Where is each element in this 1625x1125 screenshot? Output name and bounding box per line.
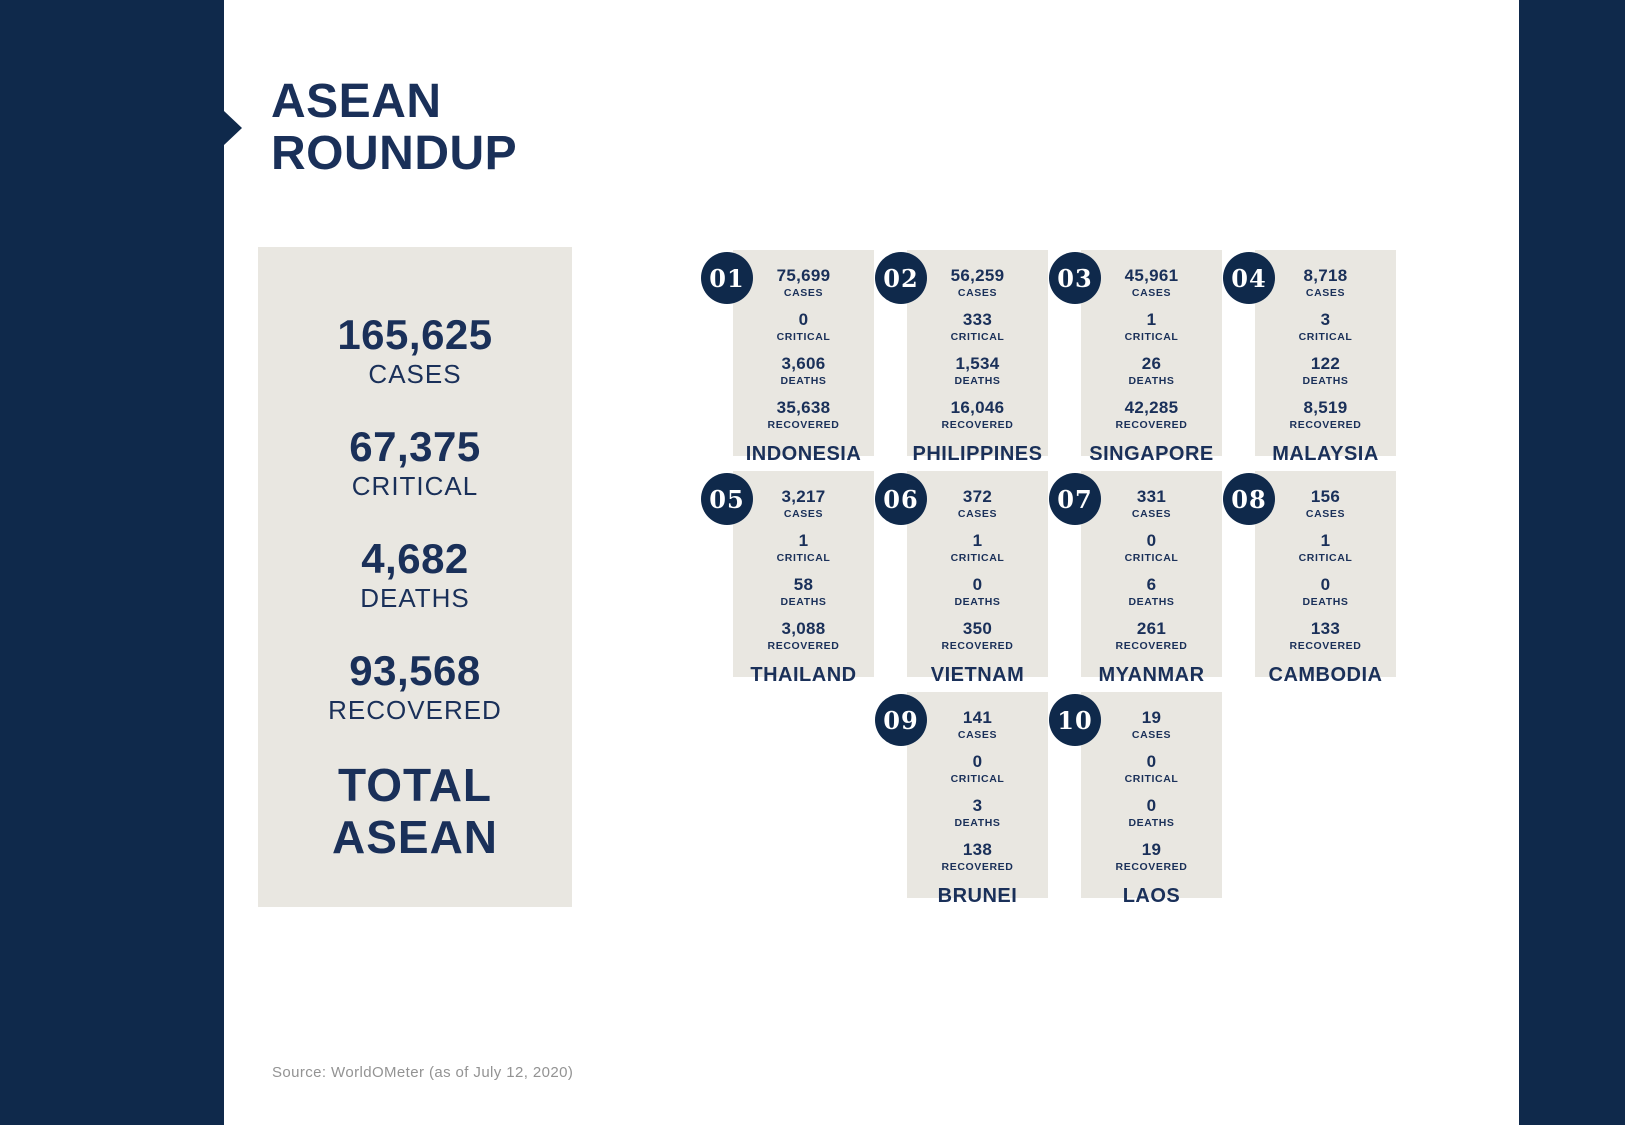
stat-deaths-label: DEATHS: [780, 375, 827, 387]
stat-cases-value: 19: [1141, 708, 1162, 727]
stat-deaths: [1303, 575, 1349, 609]
stat-deaths-value: 0: [972, 575, 983, 594]
stat-recovered-value: 133: [1310, 619, 1341, 638]
stat-cases-value: 75,699: [776, 266, 831, 285]
stat-recovered: [1116, 398, 1188, 432]
stat-critical-label: CRITICAL: [1124, 552, 1179, 564]
stat-cases: [951, 266, 1005, 300]
stat-critical: [951, 310, 1005, 344]
stat-critical-label: CRITICAL: [1124, 331, 1179, 343]
stat-recovered-label: RECOVERED: [1289, 640, 1362, 652]
page-title-line1: ASEAN: [271, 75, 442, 128]
country-card: [709, 471, 874, 686]
stat-deaths-value: 0: [1146, 796, 1157, 815]
stat-recovered-value: 3,088: [781, 619, 826, 638]
total-deaths-label: DEATHS: [360, 583, 470, 613]
stat-critical-label: CRITICAL: [950, 331, 1005, 343]
stat-cases-value: 3,217: [781, 487, 826, 506]
stat-recovered: [768, 398, 840, 432]
stat-recovered-label: RECOVERED: [1115, 419, 1188, 431]
stat-deaths-value: 58: [793, 575, 814, 594]
total-recovered: [258, 647, 572, 725]
stat-deaths-label: DEATHS: [780, 596, 827, 608]
total-asean-heading-line1: TOTAL: [337, 759, 493, 811]
stat-cases: [958, 487, 997, 521]
stat-cases-label: CASES: [957, 287, 998, 299]
stat-deaths-value: 3,606: [781, 354, 826, 373]
stat-recovered-label: RECOVERED: [1115, 861, 1188, 873]
stat-critical: [777, 310, 831, 344]
stat-recovered-value: 16,046: [950, 398, 1005, 417]
stat-recovered-value: 261: [1136, 619, 1167, 638]
stat-deaths-label: DEATHS: [954, 596, 1001, 608]
rank-badge: 09: [875, 694, 927, 746]
page-title-line2: ROUNDUP: [271, 127, 518, 180]
stat-critical-value: 1: [1320, 531, 1331, 550]
total-asean-heading: [258, 759, 572, 863]
stat-deaths-value: 0: [1320, 575, 1331, 594]
stat-cases: [781, 487, 825, 521]
country-card: [883, 471, 1048, 686]
rank-badge: 04: [1223, 252, 1275, 304]
total-critical-value: 67,375: [349, 423, 481, 470]
stat-critical-label: CRITICAL: [1298, 552, 1353, 564]
stat-cases-label: CASES: [1131, 287, 1172, 299]
country-card: [1231, 471, 1396, 686]
stat-cases-value: 8,718: [1303, 266, 1348, 285]
stat-recovered-label: RECOVERED: [1289, 419, 1362, 431]
source-note: Source: WorldOMeter (as of July 12, 2020): [272, 1064, 574, 1081]
stat-critical-value: 3: [1320, 310, 1331, 329]
stat-cases: [1132, 708, 1171, 742]
country-name: INDONESIA: [745, 443, 862, 465]
total-critical: [258, 423, 572, 501]
right-sidebar-band: [1519, 0, 1625, 1125]
stat-critical: [1125, 310, 1179, 344]
rank-badge: 07: [1049, 473, 1101, 525]
total-deaths-value: 4,682: [361, 535, 469, 582]
stat-recovered-label: RECOVERED: [941, 419, 1014, 431]
stat-deaths-label: DEATHS: [1302, 375, 1349, 387]
country-card: [1231, 250, 1396, 465]
rank-badge: 06: [875, 473, 927, 525]
stat-cases-label: CASES: [783, 287, 824, 299]
stat-cases-value: 141: [962, 708, 993, 727]
stat-cases-value: 45,961: [1124, 266, 1179, 285]
stat-critical: [777, 531, 831, 565]
stat-deaths: [1303, 354, 1349, 388]
stat-critical: [1125, 752, 1179, 786]
stat-recovered: [1116, 840, 1188, 874]
country-name: VIETNAM: [930, 664, 1025, 686]
stat-cases-value: 331: [1136, 487, 1167, 506]
stat-critical-value: 1: [798, 531, 809, 550]
total-asean-panel: [258, 247, 572, 907]
stat-deaths-label: DEATHS: [1128, 375, 1175, 387]
stat-critical-value: 1: [1146, 310, 1157, 329]
stat-cases-label: CASES: [957, 729, 998, 741]
stat-recovered-value: 42,285: [1124, 398, 1179, 417]
stat-deaths: [955, 354, 1001, 388]
stat-cases-label: CASES: [1131, 508, 1172, 520]
stat-deaths-label: DEATHS: [1128, 596, 1175, 608]
rank-badge: 03: [1049, 252, 1101, 304]
rank-badge: 02: [875, 252, 927, 304]
stat-deaths: [781, 354, 827, 388]
country-name: SINGAPORE: [1089, 443, 1214, 465]
stat-recovered-label: RECOVERED: [941, 861, 1014, 873]
stat-critical: [1125, 531, 1179, 565]
country-name: MYANMAR: [1098, 664, 1205, 686]
stat-deaths-label: DEATHS: [954, 817, 1001, 829]
stat-cases: [958, 708, 997, 742]
left-sidebar-band: [0, 0, 224, 1125]
stat-recovered: [1290, 619, 1362, 653]
stat-recovered: [768, 619, 840, 653]
stat-deaths: [955, 575, 1001, 609]
stat-critical-value: 1: [972, 531, 983, 550]
country-name: MALAYSIA: [1272, 443, 1379, 465]
stat-cases: [1303, 266, 1347, 300]
stat-deaths-value: 26: [1141, 354, 1162, 373]
stat-cases: [1132, 487, 1171, 521]
stat-critical-label: CRITICAL: [950, 773, 1005, 785]
stat-recovered-label: RECOVERED: [1115, 640, 1188, 652]
rank-badge: 10: [1049, 694, 1101, 746]
stat-deaths-value: 122: [1310, 354, 1341, 373]
stat-recovered: [942, 398, 1014, 432]
stat-critical-value: 0: [1146, 531, 1157, 550]
country-card: [883, 692, 1048, 907]
stat-cases-label: CASES: [1305, 508, 1346, 520]
rank-badge: 01: [701, 252, 753, 304]
stat-deaths: [1129, 354, 1175, 388]
total-cases: [258, 311, 572, 389]
title-pointer-icon: [224, 111, 242, 145]
stat-recovered-label: RECOVERED: [941, 640, 1014, 652]
stat-critical-label: CRITICAL: [1298, 331, 1353, 343]
country-name: THAILAND: [750, 664, 857, 686]
stat-deaths-label: DEATHS: [1302, 596, 1349, 608]
stat-critical: [951, 531, 1005, 565]
stat-recovered-label: RECOVERED: [767, 419, 840, 431]
total-deaths: [258, 535, 572, 613]
stat-recovered-value: 19: [1141, 840, 1162, 859]
stat-critical-label: CRITICAL: [1124, 773, 1179, 785]
stat-deaths: [1129, 796, 1175, 830]
total-cases-value: 165,625: [337, 311, 493, 358]
stat-deaths-value: 6: [1146, 575, 1157, 594]
total-recovered-value: 93,568: [349, 647, 481, 694]
stat-recovered-value: 8,519: [1303, 398, 1348, 417]
stat-critical-label: CRITICAL: [776, 331, 831, 343]
stat-cases-label: CASES: [957, 508, 998, 520]
stat-deaths: [1129, 575, 1175, 609]
stat-recovered: [942, 619, 1014, 653]
country-name: BRUNEI: [937, 885, 1018, 907]
stat-deaths-label: DEATHS: [954, 375, 1001, 387]
stat-cases-label: CASES: [783, 508, 824, 520]
stat-critical-label: CRITICAL: [950, 552, 1005, 564]
country-name: PHILIPPINES: [912, 443, 1043, 465]
stat-deaths: [781, 575, 827, 609]
country-name: LAOS: [1122, 885, 1181, 907]
country-card: [1057, 692, 1222, 907]
stat-critical: [951, 752, 1005, 786]
stat-recovered-label: RECOVERED: [767, 640, 840, 652]
stat-deaths-label: DEATHS: [1128, 817, 1175, 829]
country-card: [883, 250, 1048, 465]
stat-cases-label: CASES: [1131, 729, 1172, 741]
rank-badge: 08: [1223, 473, 1275, 525]
stat-recovered-value: 138: [962, 840, 993, 859]
stat-cases-label: CASES: [1305, 287, 1346, 299]
total-critical-label: CRITICAL: [351, 471, 479, 501]
stat-critical-value: 0: [1146, 752, 1157, 771]
stat-recovered-value: 35,638: [776, 398, 831, 417]
total-recovered-label: RECOVERED: [328, 695, 502, 725]
stat-recovered: [1116, 619, 1188, 653]
stat-cases-value: 56,259: [950, 266, 1005, 285]
stat-cases: [1125, 266, 1179, 300]
stat-deaths: [955, 796, 1001, 830]
stat-cases: [1306, 487, 1345, 521]
stat-cases-value: 156: [1310, 487, 1341, 506]
stat-critical: [1299, 310, 1353, 344]
stat-recovered-value: 350: [962, 619, 993, 638]
stat-critical-label: CRITICAL: [776, 552, 831, 564]
stat-recovered: [1290, 398, 1362, 432]
stat-deaths-value: 1,534: [955, 354, 1000, 373]
page-title: [271, 76, 517, 180]
country-name: CAMBODIA: [1268, 664, 1383, 686]
rank-badge: 05: [701, 473, 753, 525]
total-cases-label: CASES: [368, 359, 462, 389]
country-card: [1057, 250, 1222, 465]
stat-critical: [1299, 531, 1353, 565]
total-asean-heading-line2: ASEAN: [331, 811, 499, 863]
stat-cases: [777, 266, 831, 300]
stat-critical-value: 333: [962, 310, 993, 329]
country-card: [709, 250, 874, 465]
stat-critical-value: 0: [798, 310, 809, 329]
stat-cases-value: 372: [962, 487, 993, 506]
country-card: [1057, 471, 1222, 686]
stat-critical-value: 0: [972, 752, 983, 771]
stat-deaths-value: 3: [972, 796, 983, 815]
stat-recovered: [942, 840, 1014, 874]
